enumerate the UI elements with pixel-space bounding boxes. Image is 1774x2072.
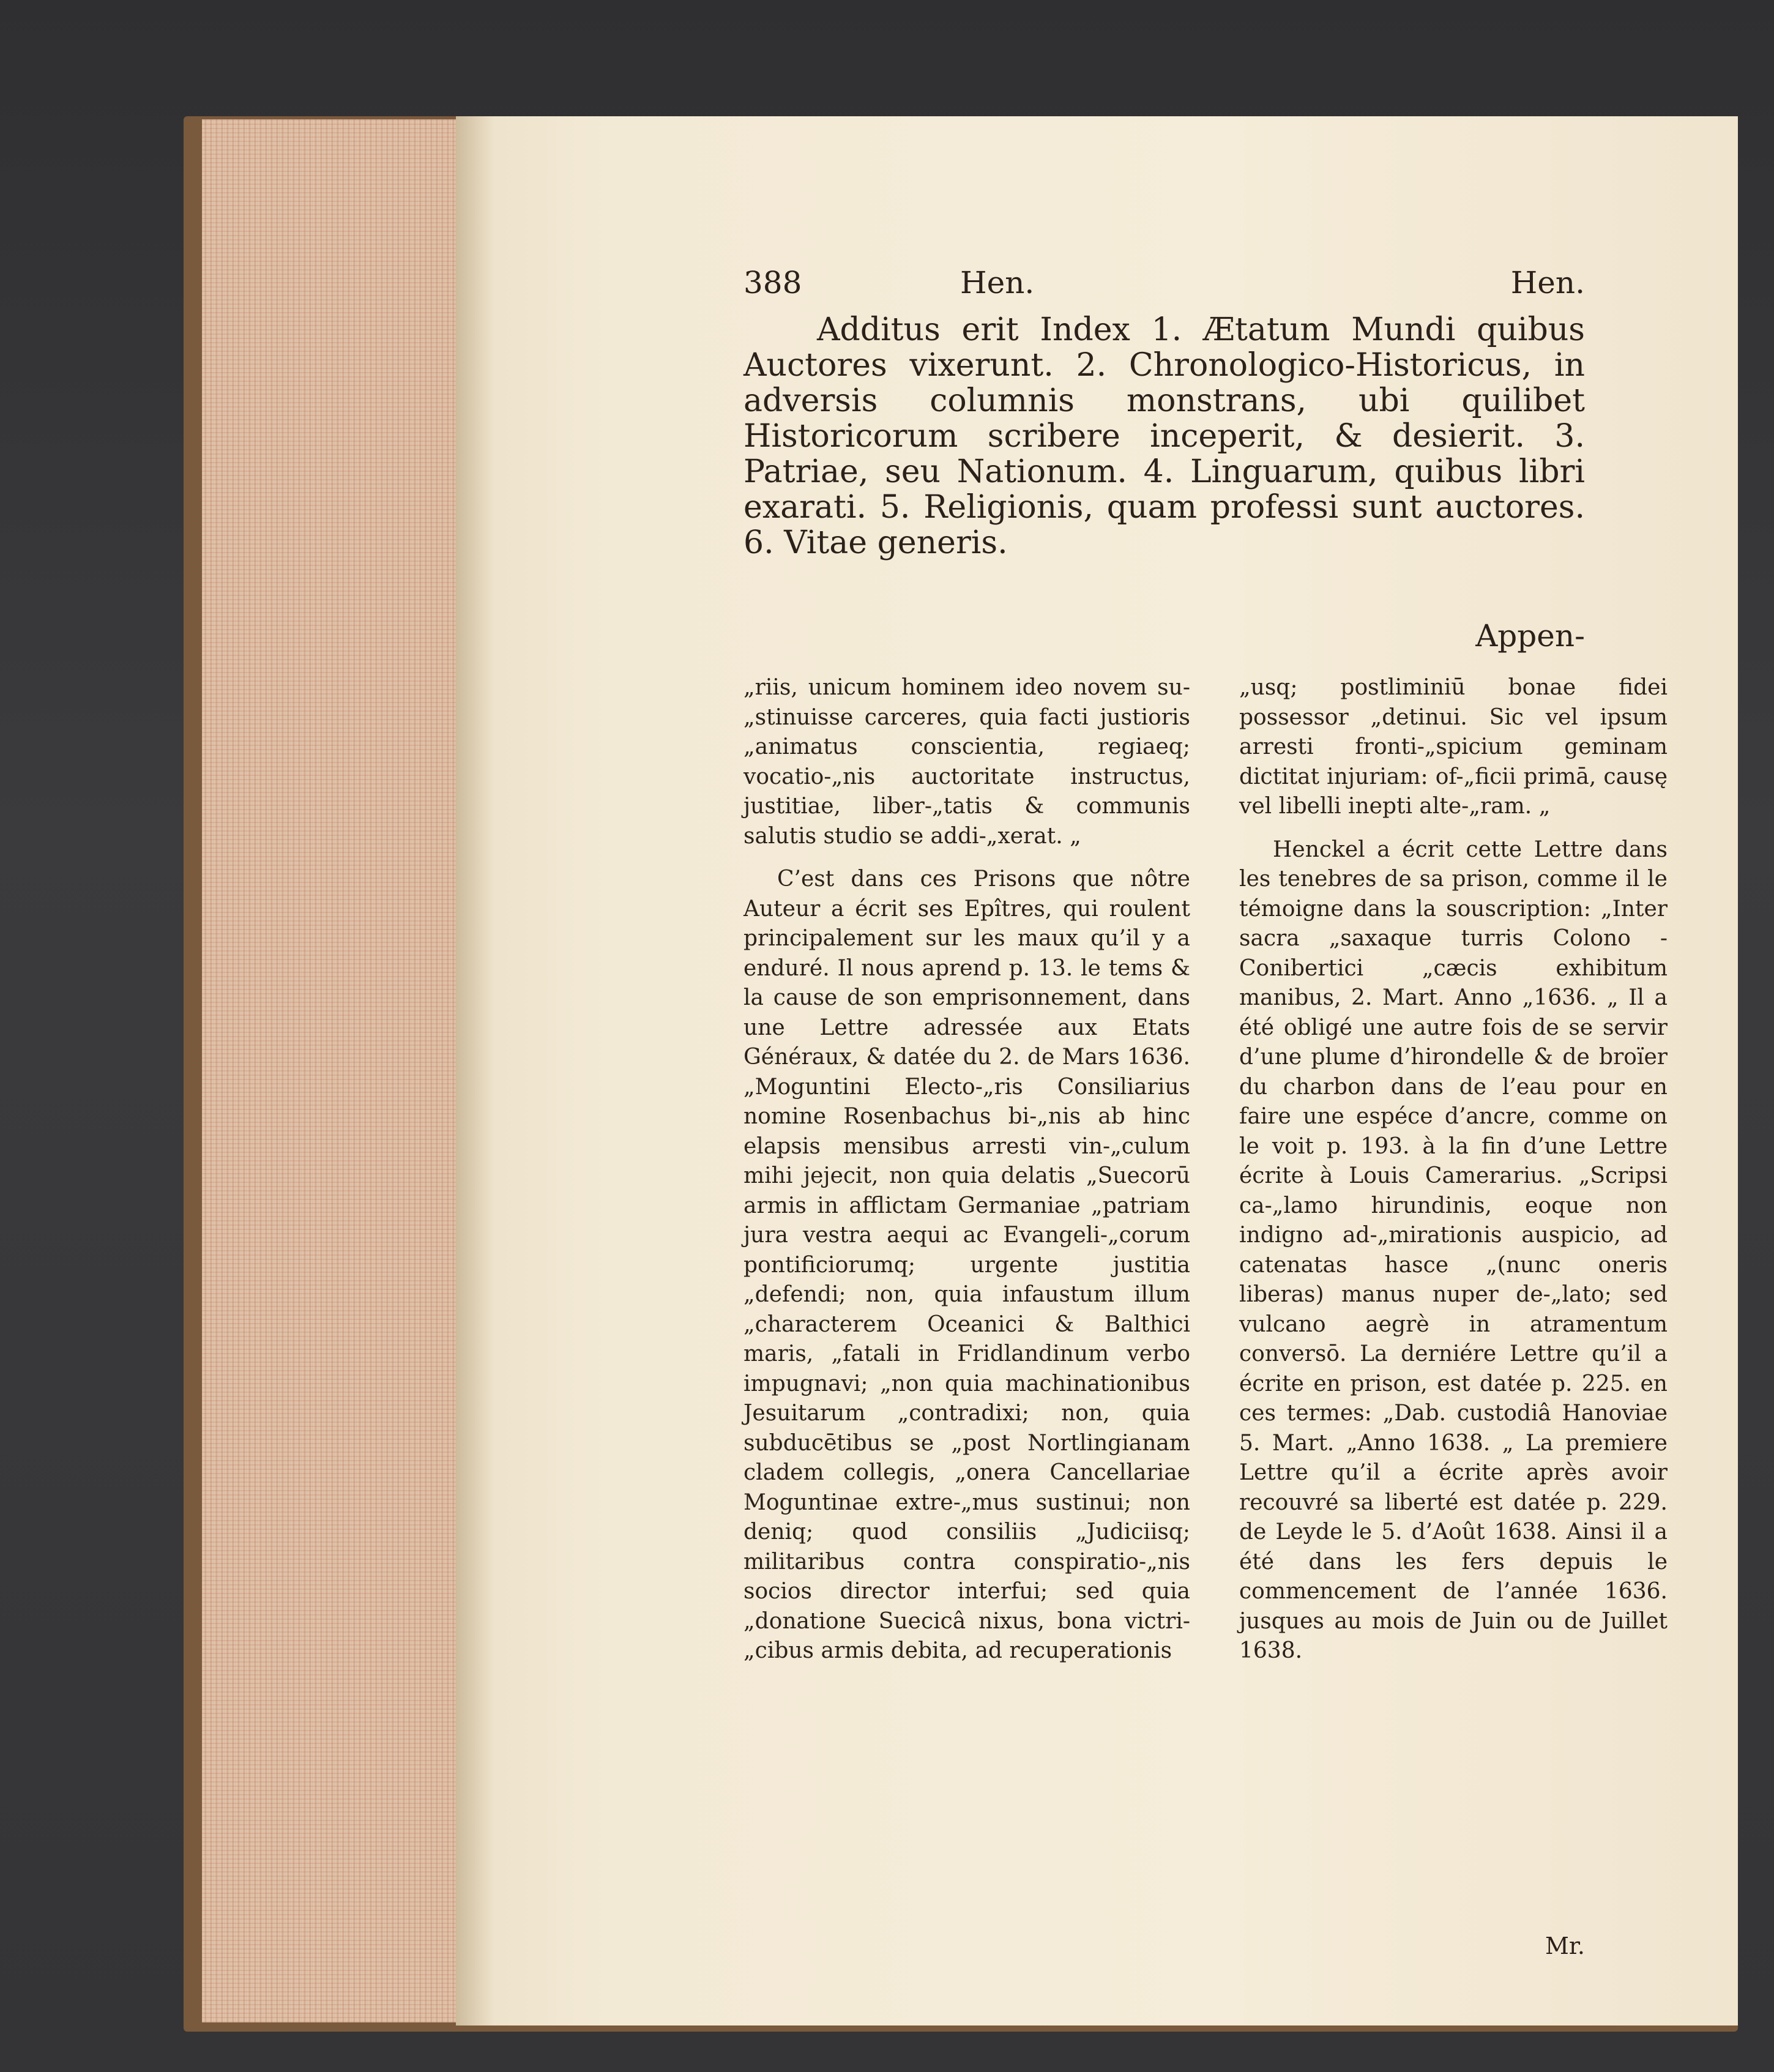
book-page [456, 116, 1738, 2025]
right-paragraph-1: „usq; postliminiū bonae fidei possessor „detinui. Sic vel ipsum arresti fronti-„spicium geminam dictitat injuriam: of-„ficii primā, causę vel libelli inepti alte-„ram. „ [1239, 675, 1668, 819]
page-fore-edge [202, 119, 459, 2022]
left-column [744, 673, 1190, 1680]
intro-paragraph [744, 312, 1585, 561]
catchword-bottom: Mr. [1545, 1932, 1585, 1959]
left-paragraph-2: C’est dans ces Prisons que nôtre Auteur a écrit ses Epîtres, qui roulent principalement sur les maux qu’il y a enduré. Il nous aprend p. 13. le tems & la cause de son emprisonnement, dans une Lettre adressée aux Etats Généraux, & datée du 2. de Mars 1636. „Moguntini Electo-„ris Consiliarius nomine Rosenbachus bi-„nis ab hinc elapsis mensibus arresti vin-„culum mihi jejecit, non quia delatis „Suecorū armis in afflictam Germaniae „patriam jura vestra aequi ac Evangeli-„corum pontificiorumq; urgente justitia „defendi; non, quia infaustum illum „characterem Oceanici & Balthici maris, „fatali in Fridlandinum verbo impugnavi; „non quia machinationibus Jesuitarum „contradixi; non, quia subducētibus se „post Nortlingianam cladem collegis, „onera Cancellariae Moguntinae extre-„mus sustinui; non deniq; quod consiliis „Judiciisq; militaribus contra conspiratio-„nis socios director interfui; sed quia „donatione Suecicâ nixus, bona victri-„cibus armis debita, ad recuperationis [744, 866, 1190, 1663]
running-head-left: Hen. [960, 265, 1035, 300]
running-head-right: Hen. [1510, 265, 1585, 300]
running-header [744, 265, 1585, 314]
right-column [1239, 673, 1668, 1680]
left-paragraph-1: „riis, unicum hominem ideo novem su-„stinuisse carceres, quia facti justioris „animatus conscientia, regiaeq; vocatio-„nis auctoritate instructus, justitiae, liber-„tatis & communis salutis studio se addi-„xerat. „ [744, 675, 1190, 849]
intro-text: Additus erit Index 1. Ætatum Mundi quibus Auctores vixerunt. 2. Chronologico-Historicus, in adversis columnis monstrans, ubi quilibet Historicorum scribere inceperit, & desierit. 3. Patriae, seu Nationum. 4. Linguarum, quibus libri exarati. 5. Religionis, quam professi sunt auctores. 6. Vitae generis. [744, 311, 1585, 561]
right-paragraph-2: Henckel a écrit cette Lettre dans les tenebres de sa prison, comme il le témoigne dans la souscription: „Inter sacra „saxaque turris Colono - Conibertici „cæcis exhibitum manibus, 2. Mart. Anno „1636. „ Il a été obligé une autre fois de se servir d’une plume d’hirondelle & de broïer du charbon dans de l’eau pour en faire une espéce d’ancre, comme on le voit p. 193. à la fin d’une Lettre écrite à Louis Camerarius. „Scripsi ca-„lamo hirundinis, eoque non indigno ad-„mirationis auspicio, ad catenatas hasce „(nunc oneris liberas) manus nuper de-„lato; sed vulcano aegrè in atramentum conversō. La derniére Lettre qu’il a écrite en prison, est datée p. 225. en ces termes: „Dab. custodiâ Hanoviae 5. Mart. „Anno 1638. „ La premiere Lettre qu’il a écrite après avoir recouvré sa liberté est datée p. 229. de Leyde le 5. d’Août 1638. Ainsi il a été dans les fers depuis le commencement de l’année 1636. jusques au mois de Juin ou de Juillet 1638. [1239, 837, 1668, 1663]
page-number: 388 [744, 265, 802, 300]
catchword-top: Appen- [1475, 618, 1585, 654]
